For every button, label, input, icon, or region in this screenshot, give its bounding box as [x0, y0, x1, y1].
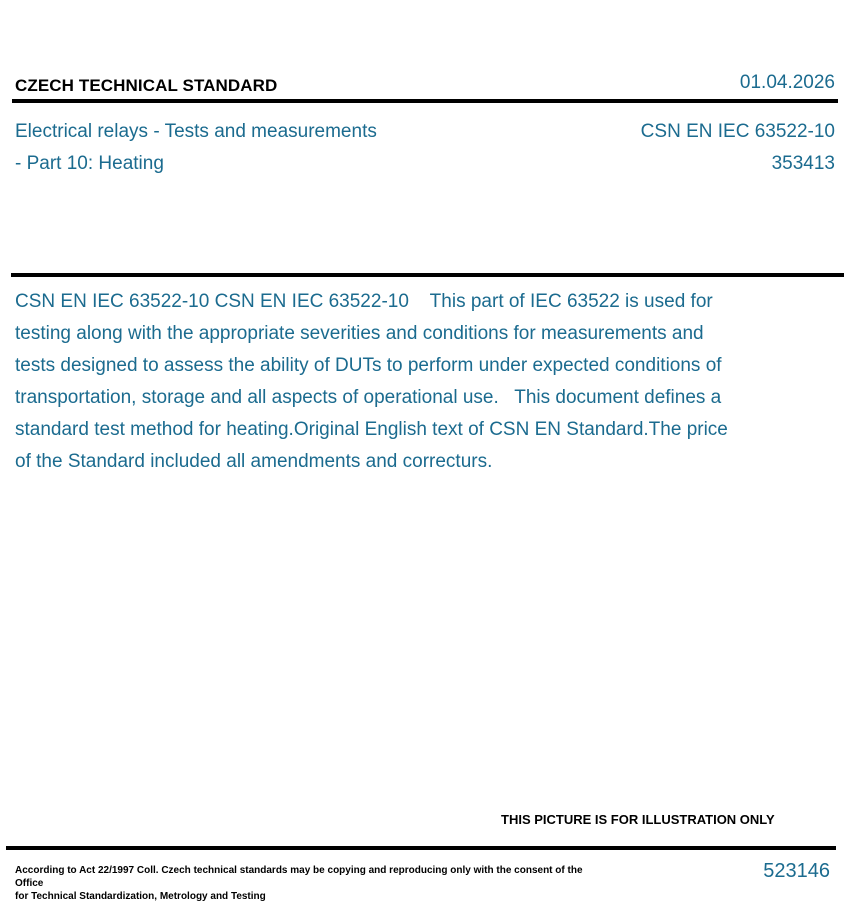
- legal-notice-line1: According to Act 22/1997 Coll. Czech technical standards may be copying and reproducing only with the consent of the Office: [15, 865, 583, 889]
- footer-divider: [6, 846, 836, 850]
- legal-notice: [15, 864, 595, 903]
- standard-code-block: [641, 116, 835, 180]
- standard-title-line2: - Part 10: Heating: [15, 153, 164, 174]
- standard-code: CSN EN IEC 63522-10: [640, 121, 835, 142]
- standard-title-line1: Electrical relays - Tests and measurements: [15, 121, 377, 142]
- title-divider: [11, 273, 844, 277]
- standard-title: [15, 116, 465, 180]
- document-number: 523146: [763, 860, 830, 882]
- standard-type-label: CZECH TECHNICAL STANDARD: [15, 76, 278, 95]
- publication-date: 01.04.2026: [739, 72, 835, 93]
- catalog-number: 353413: [771, 153, 835, 174]
- standard-description: CSN EN IEC 63522-10 CSN EN IEC 63522-10 This part of IEC 63522 is used for testing along with the appropriate severities and conditions for measurements and tests designed to assess the ability of DUTs to perform under expected conditions of transportation, storage and all aspects of operational use. This document defines a standard test method for heating.Original English text of CSN EN Standard.The price of the Standard included all amendments and correcturs.: [15, 291, 734, 472]
- legal-notice-line2: for Technical Standardization, Metrology and Testing: [15, 891, 266, 902]
- header-divider: [12, 99, 838, 103]
- illustration-notice: THIS PICTURE IS FOR ILLUSTRATION ONLY: [501, 812, 775, 827]
